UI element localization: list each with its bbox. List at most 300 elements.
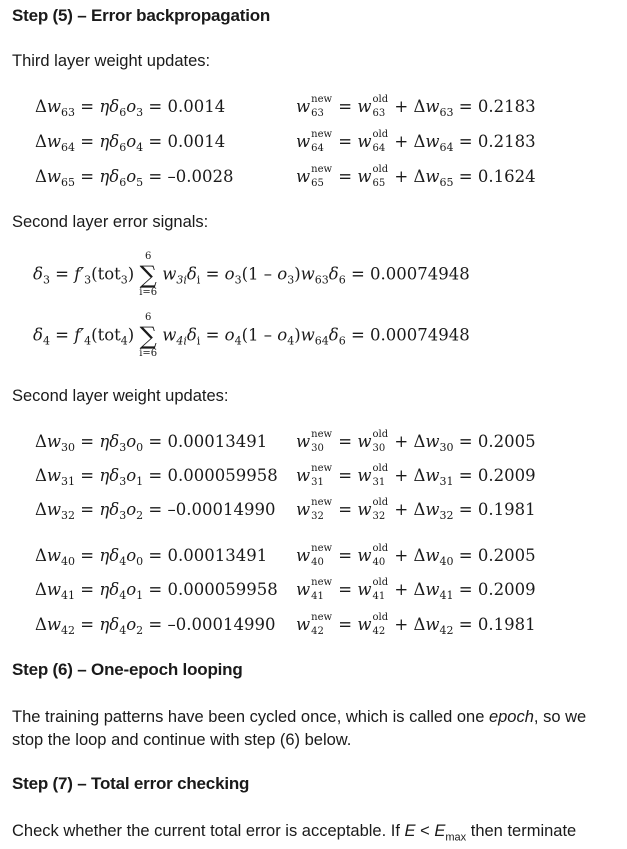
equals: = bbox=[333, 97, 358, 116]
equals: = bbox=[143, 97, 168, 116]
plus: + bbox=[389, 466, 414, 485]
delta-symbol: Δ bbox=[35, 466, 47, 485]
plus: + bbox=[389, 500, 414, 519]
w-symbol: w bbox=[425, 500, 440, 519]
w-subscript-i: i bbox=[183, 334, 187, 348]
delta-w-value: –0.00014990 bbox=[167, 615, 276, 634]
weight-subscript: 41 bbox=[311, 590, 324, 602]
old-superscript: old bbox=[372, 93, 389, 105]
f-prime-symbol: f′ bbox=[74, 325, 85, 345]
delta-symbol: Δ bbox=[35, 500, 47, 519]
w-new-scripts bbox=[311, 128, 333, 154]
delta-w-equation bbox=[35, 97, 225, 119]
one-minus: (1 – bbox=[241, 264, 278, 284]
w-symbol: w bbox=[425, 167, 440, 186]
old-superscript: old bbox=[372, 496, 389, 508]
weight-subscript: 31 bbox=[311, 476, 324, 488]
delta-w-value: 0.000059958 bbox=[167, 466, 278, 485]
plus: + bbox=[389, 432, 414, 451]
w-new-scripts bbox=[311, 93, 333, 119]
equals: = bbox=[333, 546, 358, 565]
delta-small-symbol: δ bbox=[328, 264, 339, 284]
w-old-scripts bbox=[372, 542, 389, 568]
old-superscript: old bbox=[372, 611, 389, 623]
delta-w-equation bbox=[35, 466, 278, 488]
old-superscript: old bbox=[372, 128, 389, 140]
o-symbol: o bbox=[126, 500, 137, 519]
w-symbol: w bbox=[46, 97, 62, 116]
w-symbol: w bbox=[296, 132, 311, 151]
sigma-symbol: ∑ bbox=[139, 322, 157, 350]
w-new-value: 0.2009 bbox=[477, 466, 536, 485]
step7-para-start: Check whether the current total error is acceptable. If bbox=[12, 822, 405, 840]
w-new-scripts bbox=[311, 542, 333, 568]
w-symbol: w bbox=[162, 325, 177, 345]
delta-w-equation bbox=[35, 132, 225, 154]
o-symbol: o bbox=[126, 167, 137, 186]
delta-subscript: 4 bbox=[42, 334, 50, 348]
w-symbol: w bbox=[357, 432, 372, 451]
w-subscript: 64 bbox=[314, 334, 329, 348]
w-update-equation bbox=[296, 496, 536, 522]
equals: = bbox=[333, 132, 358, 151]
w-old-scripts bbox=[372, 611, 389, 637]
eta-symbol: η bbox=[99, 97, 110, 116]
delta-symbol: Δ bbox=[35, 580, 47, 599]
w-old-scripts bbox=[372, 93, 389, 119]
w-new-value: 0.2005 bbox=[477, 432, 536, 451]
w-symbol: w bbox=[425, 432, 440, 451]
o-symbol: o bbox=[277, 325, 288, 345]
o-symbol: o bbox=[126, 132, 137, 151]
w-new-value: 0.1981 bbox=[477, 615, 536, 634]
w-symbol: w bbox=[425, 97, 440, 116]
w-old-scripts bbox=[372, 576, 389, 602]
w-update-equation bbox=[296, 128, 536, 154]
delta-subscript: 6 bbox=[119, 141, 127, 154]
delta-w-equation bbox=[35, 500, 275, 522]
equals: = bbox=[75, 167, 100, 186]
w-symbol: w bbox=[357, 615, 372, 634]
equals: = bbox=[75, 580, 100, 599]
weight-subscript: 40 bbox=[439, 555, 454, 568]
weight-subscript: 65 bbox=[311, 177, 324, 189]
delta-i-subscript: i bbox=[196, 273, 201, 287]
paren-open: ( bbox=[91, 325, 98, 345]
w-symbol: w bbox=[425, 132, 440, 151]
step7-para-end: then terminate bbox=[466, 822, 577, 840]
step7-Emax-sub: max bbox=[445, 831, 467, 844]
equals: = bbox=[143, 546, 168, 565]
w-symbol: w bbox=[300, 264, 315, 284]
signal-value: 0.00074948 bbox=[370, 325, 470, 345]
w-new-scripts bbox=[311, 462, 333, 488]
delta-w-value: 0.0014 bbox=[167, 97, 226, 116]
old-superscript: old bbox=[372, 428, 389, 440]
w-symbol: w bbox=[296, 500, 311, 519]
delta-small-symbol: δ bbox=[186, 264, 197, 284]
o-subscript: 4 bbox=[136, 141, 144, 154]
new-superscript: new bbox=[311, 542, 333, 554]
delta-small-symbol: δ bbox=[109, 432, 120, 451]
weight-subscript: 32 bbox=[311, 510, 324, 522]
w-symbol: w bbox=[357, 132, 372, 151]
o-symbol: o bbox=[126, 432, 137, 451]
w-subscript-i: i bbox=[183, 273, 187, 287]
equals: = bbox=[453, 97, 478, 116]
w-new-value: 0.2009 bbox=[477, 580, 536, 599]
delta-small-symbol: δ bbox=[109, 167, 120, 186]
w-symbol: w bbox=[357, 500, 372, 519]
delta-subscript: 4 bbox=[119, 555, 127, 568]
delta-i-subscript: i bbox=[196, 334, 201, 348]
weight-subscript: 63 bbox=[61, 106, 76, 119]
weight-subscript: 30 bbox=[439, 441, 454, 454]
paren-close: ) bbox=[294, 325, 301, 345]
equals: = bbox=[143, 615, 168, 634]
one-minus: (1 – bbox=[241, 325, 278, 345]
delta-subscript: 4 bbox=[119, 589, 127, 602]
delta-subscript: 6 bbox=[119, 106, 127, 119]
delta-subscript: 3 bbox=[42, 273, 50, 287]
plus: + bbox=[389, 97, 414, 116]
step7-heading: Step (7) – Total error checking bbox=[12, 774, 250, 793]
equals: = bbox=[333, 615, 358, 634]
w-subscript bbox=[176, 335, 187, 348]
w-old-scripts bbox=[372, 163, 389, 189]
step6-para-em: epoch bbox=[488, 708, 534, 726]
w-old-scripts bbox=[372, 128, 389, 154]
f-subscript: 3 bbox=[84, 273, 92, 287]
o-subscript: 1 bbox=[136, 475, 144, 488]
equals: = bbox=[345, 325, 371, 345]
equals: = bbox=[75, 432, 100, 451]
w-symbol: w bbox=[357, 466, 372, 485]
weight-subscript: 64 bbox=[439, 141, 454, 154]
o-symbol: o bbox=[126, 580, 137, 599]
o-subscript: 4 bbox=[287, 334, 295, 348]
delta-symbol: Δ bbox=[413, 580, 426, 599]
equals: = bbox=[345, 264, 371, 284]
w-new-scripts bbox=[311, 611, 333, 637]
w-new-value: 0.1981 bbox=[477, 500, 536, 519]
eta-symbol: η bbox=[99, 132, 110, 151]
delta-small-symbol: δ bbox=[109, 615, 120, 634]
delta-symbol: Δ bbox=[35, 615, 47, 634]
delta-small-symbol: δ bbox=[109, 546, 120, 565]
equals: = bbox=[333, 432, 358, 451]
w-symbol: w bbox=[296, 97, 311, 116]
plus: + bbox=[389, 132, 414, 151]
eta-symbol: η bbox=[99, 500, 110, 519]
equals: = bbox=[143, 580, 168, 599]
step7-Emax-E: E bbox=[434, 822, 446, 840]
new-superscript: new bbox=[311, 163, 333, 175]
delta-w-equation bbox=[35, 580, 278, 602]
delta-symbol: Δ bbox=[35, 97, 47, 116]
equals: = bbox=[49, 264, 75, 284]
weight-subscript: 64 bbox=[372, 142, 386, 154]
w-new-value: 0.2183 bbox=[477, 132, 536, 151]
paren-close: ) bbox=[127, 264, 135, 284]
weight-subscript: 40 bbox=[311, 556, 324, 568]
third-layer-label: Third layer weight updates: bbox=[12, 52, 211, 70]
tot-subscript: 3 bbox=[120, 273, 128, 287]
sum-lower-limit: i=6 bbox=[139, 287, 158, 298]
delta-small-symbol: δ bbox=[109, 97, 120, 116]
o-subscript: 2 bbox=[136, 624, 144, 637]
delta-subscript: 3 bbox=[119, 441, 127, 454]
sum-lower-limit: i=6 bbox=[139, 348, 158, 359]
weight-subscript: 41 bbox=[439, 589, 454, 602]
weight-subscript: 63 bbox=[372, 107, 386, 119]
equals: = bbox=[453, 167, 478, 186]
old-superscript: old bbox=[372, 576, 389, 588]
delta-subscript: 4 bbox=[119, 624, 127, 637]
w-new-scripts bbox=[311, 576, 333, 602]
delta-symbol: Δ bbox=[35, 132, 47, 151]
weight-subscript: 32 bbox=[372, 510, 386, 522]
weight-subscript: 64 bbox=[311, 142, 324, 154]
delta-w-equation bbox=[35, 615, 275, 637]
paren-open: ( bbox=[91, 264, 98, 284]
step6-para-before: The training patterns have been cycled once, which is called one bbox=[12, 708, 489, 726]
delta-subscript: 6 bbox=[338, 334, 346, 348]
delta-symbol: Δ bbox=[413, 432, 426, 451]
w-update-equation bbox=[296, 542, 536, 568]
eta-symbol: η bbox=[99, 466, 110, 485]
weight-subscript: 41 bbox=[61, 589, 76, 602]
delta-w-value: –0.0028 bbox=[167, 167, 234, 186]
error-signal-equation bbox=[33, 251, 470, 299]
o-symbol: o bbox=[224, 325, 235, 345]
equals: = bbox=[453, 615, 478, 634]
w-symbol: w bbox=[296, 546, 311, 565]
w-symbol: w bbox=[357, 97, 372, 116]
delta-small-symbol: δ bbox=[109, 500, 120, 519]
o-symbol: o bbox=[126, 615, 137, 634]
w-subscript: 63 bbox=[314, 273, 329, 287]
weight-subscript: 63 bbox=[311, 107, 324, 119]
equals: = bbox=[143, 500, 168, 519]
equals: = bbox=[333, 500, 358, 519]
paren-close: ) bbox=[294, 264, 301, 284]
weight-subscript: 42 bbox=[439, 624, 454, 637]
delta-symbol: Δ bbox=[413, 132, 426, 151]
delta-small-symbol: δ bbox=[33, 325, 43, 345]
equals: = bbox=[75, 132, 100, 151]
weight-subscript: 40 bbox=[61, 555, 76, 568]
plus: + bbox=[389, 580, 414, 599]
o-subscript: 3 bbox=[287, 273, 295, 287]
plus: + bbox=[389, 615, 414, 634]
w-symbol: w bbox=[425, 615, 440, 634]
delta-w-value: 0.0014 bbox=[167, 132, 226, 151]
second-layer-updates-label: Second layer weight updates: bbox=[12, 387, 229, 405]
equals: = bbox=[75, 97, 100, 116]
delta-small-symbol: δ bbox=[109, 132, 120, 151]
w-symbol: w bbox=[425, 466, 440, 485]
w-symbol: w bbox=[46, 580, 62, 599]
w-symbol: w bbox=[296, 466, 311, 485]
equals: = bbox=[75, 500, 100, 519]
w-symbol: w bbox=[46, 466, 62, 485]
delta-symbol: Δ bbox=[413, 500, 426, 519]
w-symbol: w bbox=[296, 167, 311, 186]
o-subscript: 3 bbox=[136, 106, 144, 119]
delta-symbol: Δ bbox=[35, 432, 47, 451]
delta-subscript: 6 bbox=[119, 176, 127, 189]
o-subscript: 0 bbox=[136, 441, 144, 454]
new-superscript: new bbox=[311, 462, 333, 474]
sigma-symbol: ∑ bbox=[139, 261, 157, 289]
delta-w-value: 0.00013491 bbox=[167, 546, 268, 565]
w-new-value: 0.1624 bbox=[477, 167, 536, 186]
equals: = bbox=[200, 325, 225, 345]
w-update-equation bbox=[296, 93, 536, 119]
delta-subscript: 6 bbox=[338, 273, 346, 287]
summation bbox=[136, 312, 160, 360]
o-symbol: o bbox=[277, 264, 288, 284]
w-symbol: w bbox=[296, 615, 311, 634]
equals: = bbox=[143, 132, 168, 151]
weight-subscript: 63 bbox=[439, 106, 454, 119]
weight-subscript: 64 bbox=[61, 141, 76, 154]
summation bbox=[136, 251, 160, 299]
equals: = bbox=[143, 432, 168, 451]
o-subscript: 1 bbox=[136, 589, 144, 602]
o-subscript: 3 bbox=[234, 273, 242, 287]
delta-symbol: Δ bbox=[413, 167, 426, 186]
plus: + bbox=[389, 546, 414, 565]
f-prime-symbol: f′ bbox=[74, 264, 85, 284]
w-symbol: w bbox=[425, 580, 440, 599]
w-symbol: w bbox=[46, 546, 62, 565]
weight-subscript: 31 bbox=[372, 476, 386, 488]
o-symbol: o bbox=[224, 264, 235, 284]
w-new-scripts bbox=[311, 428, 333, 454]
sum-upper-limit: 6 bbox=[145, 251, 152, 262]
equals: = bbox=[200, 264, 225, 284]
eta-symbol: η bbox=[99, 432, 110, 451]
equals: = bbox=[143, 466, 168, 485]
w-symbol: w bbox=[46, 500, 62, 519]
w-new-scripts bbox=[311, 496, 333, 522]
delta-subscript: 3 bbox=[119, 509, 127, 522]
delta-w-equation bbox=[35, 432, 267, 454]
equals: = bbox=[333, 167, 358, 186]
old-superscript: old bbox=[372, 542, 389, 554]
o-symbol: o bbox=[126, 466, 137, 485]
o-subscript: 5 bbox=[136, 176, 144, 189]
w-new-scripts bbox=[311, 163, 333, 189]
weight-subscript: 32 bbox=[439, 509, 454, 522]
signal-value: 0.00074948 bbox=[370, 264, 470, 284]
step7-Emax bbox=[434, 822, 467, 844]
equals: = bbox=[453, 546, 478, 565]
equals: = bbox=[333, 580, 358, 599]
eta-symbol: η bbox=[99, 546, 110, 565]
delta-symbol: Δ bbox=[35, 546, 47, 565]
weight-subscript: 65 bbox=[439, 176, 454, 189]
paren-close: ) bbox=[127, 325, 135, 345]
equals: = bbox=[49, 325, 75, 345]
w-new-value: 0.2183 bbox=[477, 97, 536, 116]
weight-subscript: 31 bbox=[439, 475, 454, 488]
w-symbol: w bbox=[46, 615, 62, 634]
delta-small-symbol: δ bbox=[109, 580, 120, 599]
o-subscript: 0 bbox=[136, 555, 144, 568]
w-symbol: w bbox=[162, 264, 177, 284]
w-old-scripts bbox=[372, 428, 389, 454]
w-symbol: w bbox=[357, 546, 372, 565]
delta-w-equation bbox=[35, 546, 267, 568]
w-subscript bbox=[176, 274, 187, 287]
sum-upper-limit: 6 bbox=[145, 312, 152, 323]
equals: = bbox=[453, 580, 478, 599]
weight-subscript: 41 bbox=[372, 590, 386, 602]
delta-small-symbol: δ bbox=[328, 325, 339, 345]
equals: = bbox=[143, 167, 168, 186]
weight-subscript: 42 bbox=[372, 625, 386, 637]
new-superscript: new bbox=[311, 496, 333, 508]
o-subscript: 4 bbox=[234, 334, 242, 348]
weight-subscript: 32 bbox=[61, 509, 76, 522]
weight-subscript: 31 bbox=[61, 475, 76, 488]
w-symbol: w bbox=[296, 580, 311, 599]
delta-small-symbol: δ bbox=[33, 264, 43, 284]
w-update-equation bbox=[296, 462, 536, 488]
delta-small-symbol: δ bbox=[186, 325, 197, 345]
step5-heading: Step (5) – Error backpropagation bbox=[12, 6, 271, 25]
delta-symbol: Δ bbox=[413, 97, 426, 116]
delta-w-equation bbox=[35, 167, 233, 189]
weight-subscript: 65 bbox=[372, 177, 386, 189]
w-symbol: w bbox=[357, 580, 372, 599]
w-old-scripts bbox=[372, 496, 389, 522]
old-superscript: old bbox=[372, 462, 389, 474]
weight-subscript: 65 bbox=[61, 176, 76, 189]
w-new-value: 0.2005 bbox=[477, 546, 536, 565]
equals: = bbox=[75, 615, 100, 634]
tot-subscript: 4 bbox=[120, 334, 128, 348]
f-subscript: 4 bbox=[84, 334, 92, 348]
second-layer-signals-label: Second layer error signals: bbox=[12, 213, 209, 231]
new-superscript: new bbox=[311, 93, 333, 105]
step7-paragraph bbox=[12, 820, 627, 849]
delta-w-value: 0.000059958 bbox=[167, 580, 278, 599]
w-update-equation bbox=[296, 163, 536, 189]
tot-label: tot bbox=[97, 325, 121, 345]
w-symbol: w bbox=[46, 132, 62, 151]
w-update-equation bbox=[296, 611, 536, 637]
error-signal-equation bbox=[33, 312, 470, 360]
eta-symbol: η bbox=[99, 167, 110, 186]
delta-w-value: 0.00013491 bbox=[167, 432, 268, 451]
delta-symbol: Δ bbox=[413, 546, 426, 565]
equals: = bbox=[453, 432, 478, 451]
w-update-equation bbox=[296, 576, 536, 602]
step6-heading: Step (6) – One-epoch looping bbox=[12, 660, 243, 679]
new-superscript: new bbox=[311, 611, 333, 623]
delta-subscript: 3 bbox=[119, 475, 127, 488]
weight-subscript: 42 bbox=[311, 625, 324, 637]
w-symbol: w bbox=[46, 432, 62, 451]
delta-symbol: Δ bbox=[413, 615, 426, 634]
weight-subscript: 30 bbox=[311, 442, 324, 454]
old-superscript: old bbox=[372, 163, 389, 175]
w-symbol: w bbox=[46, 167, 62, 186]
